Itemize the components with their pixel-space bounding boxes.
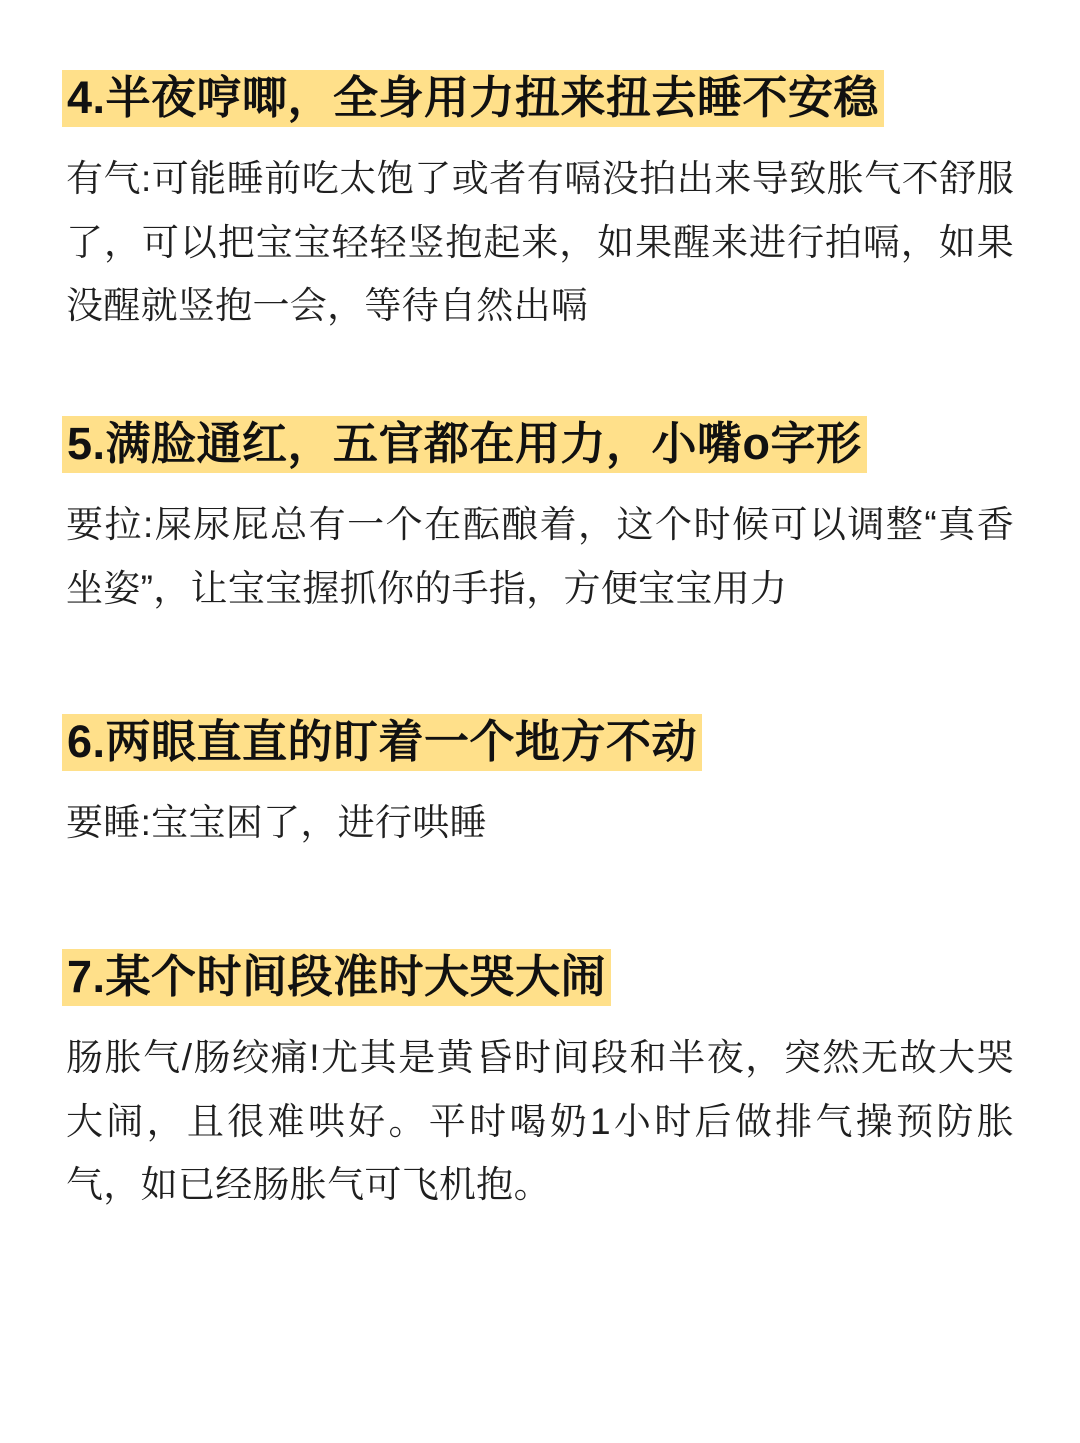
spacer-6-7 xyxy=(62,881,1018,941)
section-5-heading-wrap xyxy=(62,408,1018,479)
spacer-4-5 xyxy=(62,364,1018,408)
section-5-heading: 5.满脸通红，五官都在用力，小嘴o字形 xyxy=(62,416,867,473)
section-4-body: 有气:可能睡前吃太饱了或者有嗝没拍出来导致胀气不舒服了，可以把宝宝轻轻竖抱起来，如果醒来进行拍嗝，如果没醒就竖抱一会，等待自然出嗝 xyxy=(66,158,1014,327)
section-7-heading: 7.某个时间段准时大哭大闹 xyxy=(62,949,611,1006)
section-7-heading-wrap xyxy=(62,941,1018,1012)
section-7-body: 肠胀气/肠绞痛!尤其是黄昏时间段和半夜，突然无故大哭大闹，且很难哄好。平时喝奶1小时后做排气操预防胀气，如已经肠胀气可飞机抱。 xyxy=(66,1037,1014,1206)
section-5-body: 要拉:屎尿屁总有一个在酝酿着，这个时候可以调整“真香坐姿”，让宝宝握抓你的手指，方便宝宝用力 xyxy=(66,504,1014,609)
section-6 xyxy=(62,706,1018,855)
section-7 xyxy=(62,941,1018,1217)
section-6-heading-wrap xyxy=(62,706,1018,777)
section-6-heading: 6.两眼直直的盯着一个地方不动 xyxy=(62,714,702,771)
spacer-5-6 xyxy=(62,646,1018,706)
section-4-heading-wrap xyxy=(62,62,1018,133)
section-4 xyxy=(62,62,1018,338)
section-4-heading: 4.半夜哼唧，全身用力扭来扭去睡不安稳 xyxy=(62,70,884,127)
section-6-body: 要睡:宝宝困了，进行哄睡 xyxy=(66,802,487,844)
section-5 xyxy=(62,408,1018,620)
